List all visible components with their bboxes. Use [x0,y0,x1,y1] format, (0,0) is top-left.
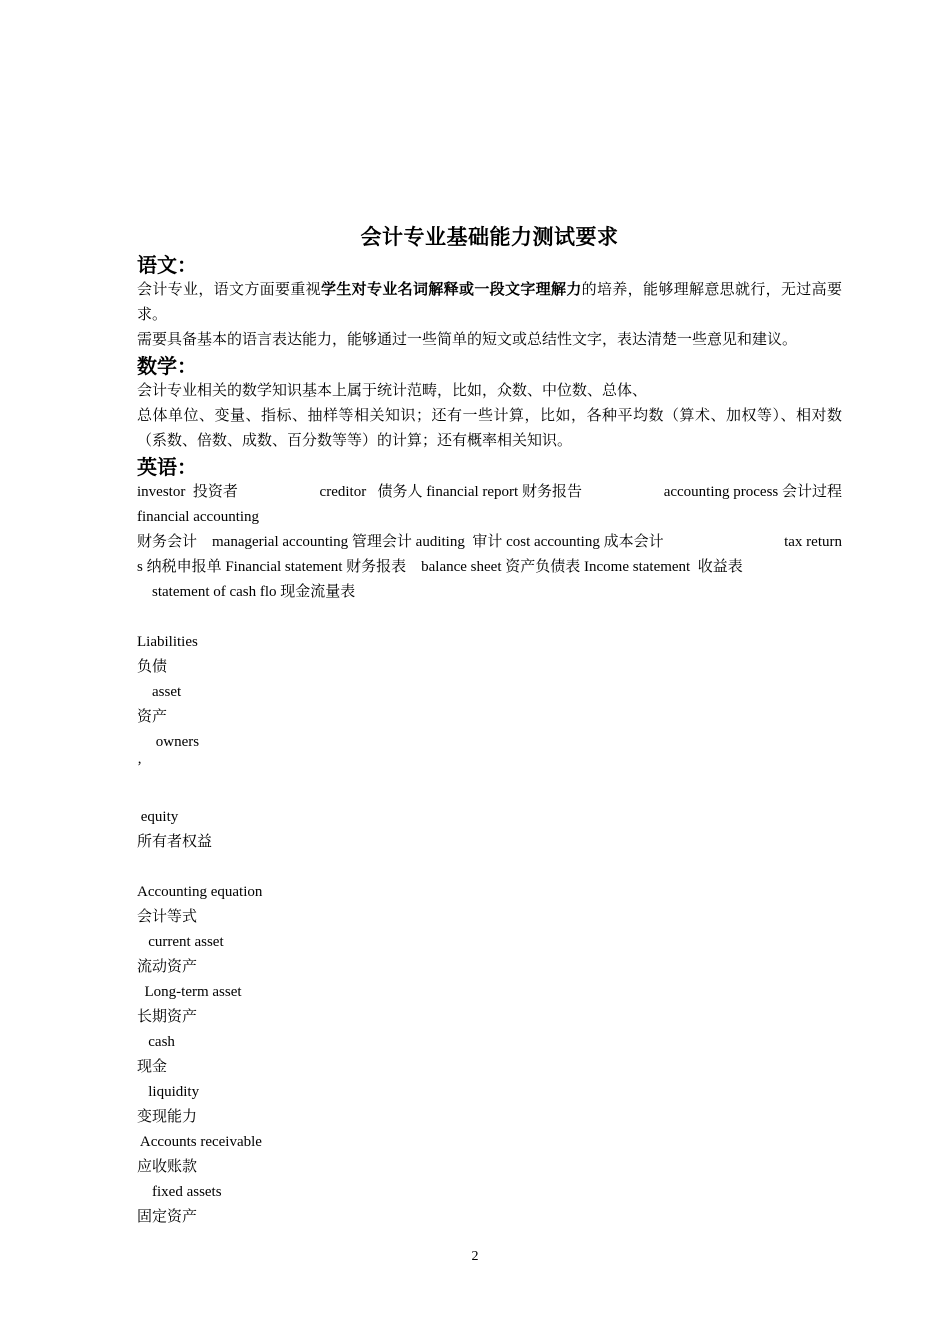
vocab-term-line: 资产 [137,709,168,725]
chinese-p1-text: 会计专业，语文方面要重视 [137,282,321,298]
chinese-paragraph-2: 需要具备基本的语言表达能力，能够通过一些简单的短文或总结性文字，表达清楚一些意见和建议。 [137,332,798,348]
vocab-term-line: 现金 [137,1059,168,1075]
document-page [137,222,842,1230]
section-heading-english: 英语： [137,455,197,479]
vocab-term-line: 应收账款 [137,1159,198,1175]
page-number: 2 [471,1249,479,1264]
vocab-term-line: Accounting equation [137,884,263,900]
vocab-term-line: ’ [137,759,142,775]
vocab-item: 财务会计 managerial accounting 管理会计 auditing 审计 cost accounting 成本会计 [137,534,664,550]
vocab-row-5: statement of cash flo 现金流量表 [137,584,356,600]
vocab-term-line: asset [137,684,182,700]
vocab-term-line: liquidity [137,1084,200,1100]
vocab-item: creditor 债务人 financial report 财务报告 [319,484,582,500]
vocab-term-line: Accounts receivable [137,1134,262,1150]
vocab-term-line: owners [137,734,200,750]
vocab-term-line: cash [137,1034,175,1050]
vocab-term-line: Liabilities [137,634,198,650]
math-paragraph-2: 总体单位、变量、指标、抽样等相关知识；还有一些计算，比如，各种平均数（算术、加权等）、相对数（系数、倍数、成数、百分数等等）的计算；还有概率相关知识。 [137,408,842,449]
document-title: 会计专业基础能力测试要求 [360,225,619,249]
vocab-term-line: 变现能力 [137,1109,198,1125]
vocab-term-line: fixed assets [137,1184,222,1200]
math-paragraph-1: 会计专业相关的数学知识基本上属于统计范畴，比如，众数、中位数、总体、 [137,383,648,399]
vocab-term-line: Long-term asset [137,984,242,1000]
vocab-term-line: 负债 [137,659,168,675]
blank-line [137,605,842,630]
section-heading-chinese: 语文： [137,253,197,277]
vocab-row-3 [137,530,842,555]
section-heading-math: 数学： [137,354,197,378]
vocab-term-line: 所有者权益 [137,834,213,850]
vocab-item: investor 投资者 [137,484,238,500]
vocab-term-list [137,630,842,1230]
vocab-term-line: current asset [137,934,224,950]
chinese-paragraph-1 [137,278,842,328]
vocab-item: tax return [784,534,842,550]
blank-line [137,855,842,880]
vocab-item: accounting process 会计过程 [663,484,842,500]
vocab-term-line: 会计等式 [137,909,198,925]
vocab-row-4: s 纳税申报单 Financial statement 财务报表 balance sheet 资产负债表 Income statement 收益表 [137,559,743,575]
chinese-p1-text-end: 的培养，能够理解意思就行，无过高要求。 [137,282,842,323]
vocab-term-line: 固定资产 [137,1209,198,1225]
vocab-term-line: 长期资产 [137,1009,198,1025]
blank-line [137,780,842,805]
vocab-row-1 [137,480,842,505]
vocab-row-2: financial accounting [137,509,260,525]
vocab-term-line: 流动资产 [137,959,198,975]
chinese-p1-emphasis: 学生对专业名词解释或一段文字理解力 [321,282,582,298]
vocab-term-line: equity [137,809,179,825]
